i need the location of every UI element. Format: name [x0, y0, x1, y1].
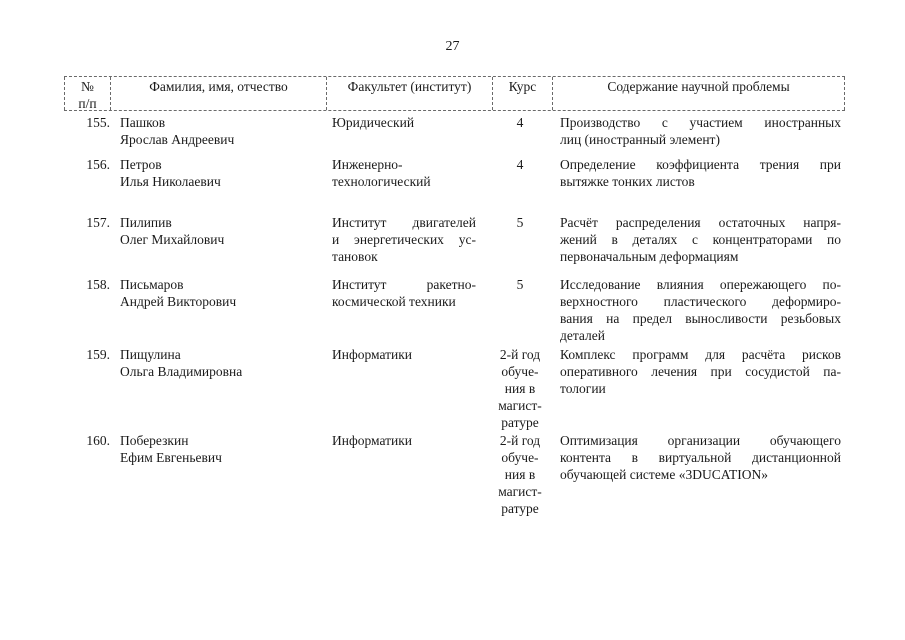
course-line: ратуре: [501, 415, 539, 430]
faculty-line: космической техники: [332, 294, 456, 309]
student-name-line: Андрей Викторович: [120, 294, 237, 309]
header-num: [64, 77, 110, 110]
student-name: [120, 432, 320, 466]
research-topic-line: тологии: [560, 381, 606, 396]
student-name-line: Ефим Евгеньевич: [120, 450, 222, 465]
course: [492, 276, 548, 293]
research-topic-line: верхностного пластического деформиро-: [560, 294, 841, 309]
course-line: 2-й год: [499, 347, 541, 362]
course-line: магист-: [498, 398, 542, 413]
students-table: [64, 76, 845, 516]
research-topic-line: Производство с участием иностранных: [560, 115, 841, 130]
research-topic: [560, 156, 841, 190]
row-number: 160.: [86, 433, 110, 448]
header-name: Фамилия, имя, отчество: [110, 77, 326, 110]
faculty-line: Институт ракетно-: [332, 277, 476, 292]
header-num-line: п/п: [78, 96, 97, 111]
course-line: 4: [516, 157, 524, 172]
course-line: обуче-: [501, 450, 539, 465]
research-topic-line: оперативного лечения при сосудистой па-: [560, 364, 841, 379]
research-topic-line: вытяжке тонких листов: [560, 174, 695, 189]
faculty-line: Информатики: [332, 347, 413, 362]
course: [492, 156, 548, 173]
student-name-line: Илья Николаевич: [120, 174, 221, 189]
page-number: 27: [445, 39, 460, 54]
student-name: [120, 114, 320, 148]
research-topic-line: деталей: [560, 328, 605, 343]
research-topic-line: контента в виртуальной дистанционной: [560, 450, 841, 465]
student-name-line: Пищулина: [120, 347, 181, 362]
research-topic: [560, 114, 841, 148]
student-name: [120, 276, 320, 310]
faculty-line: технологический: [332, 174, 431, 189]
course: [492, 432, 548, 517]
research-topic: [560, 432, 841, 483]
student-name-line: Ярослав Андреевич: [120, 132, 235, 147]
research-topic-line: Исследование влияния опережающего по-: [560, 277, 841, 292]
course-line: 2-й год: [499, 433, 541, 448]
faculty: [332, 214, 476, 265]
faculty: [332, 346, 476, 363]
student-name: [120, 214, 320, 248]
course-line: ния в: [504, 467, 536, 482]
course-line: ния в: [504, 381, 536, 396]
research-topic-line: первоначальным деформациям: [560, 249, 739, 264]
row-number: 156.: [86, 157, 110, 172]
research-topic-line: жений в деталях с концентраторами по: [560, 232, 841, 247]
course: [492, 346, 548, 431]
faculty-line: Институт двигателей: [332, 215, 476, 230]
course-line: 5: [516, 215, 524, 230]
header-num-line: №: [81, 79, 94, 94]
course-line: обуче-: [501, 364, 539, 379]
student-name: [120, 346, 320, 380]
research-topic-line: Определение коэффициента трения при: [560, 157, 841, 172]
header-faculty: Факультет (институт): [326, 77, 492, 110]
course: [492, 214, 548, 231]
faculty: [332, 432, 476, 449]
faculty-line: Инженерно-: [332, 157, 403, 172]
row-number: 155.: [86, 115, 110, 130]
faculty: [332, 276, 476, 310]
student-name-line: Пилипив: [120, 215, 172, 230]
student-name-line: Ольга Владимировна: [120, 364, 243, 379]
research-topic: [560, 346, 841, 397]
faculty: [332, 114, 476, 131]
research-topic-line: Расчёт распределения остаточных напря-: [560, 215, 841, 230]
research-topic: [560, 214, 841, 265]
research-topic-line: Оптимизация организации обучающего: [560, 433, 841, 448]
row-number: 158.: [86, 277, 110, 292]
header-course: Курс: [492, 77, 552, 110]
student-name-line: Петров: [120, 157, 162, 172]
student-name-line: Пашков: [120, 115, 166, 130]
course: [492, 114, 548, 131]
course-line: 4: [516, 115, 524, 130]
research-topic-line: обучающей системе «3DUCATION»: [560, 467, 768, 482]
course-line: магист-: [498, 484, 542, 499]
student-name-line: Поберезкин: [120, 433, 189, 448]
faculty: [332, 156, 476, 190]
research-topic: [560, 276, 841, 344]
faculty-line: Юридический: [332, 115, 415, 130]
row-number: 159.: [86, 347, 110, 362]
research-topic-line: лиц (иностранный элемент): [560, 132, 720, 147]
table-header: [64, 76, 845, 111]
student-name-line: Письмаров: [120, 277, 184, 292]
course-line: 5: [516, 277, 524, 292]
faculty-line: и энергетических ус-: [332, 232, 476, 247]
research-topic-line: Комплекс программ для расчёта рисков: [560, 347, 841, 362]
course-line: ратуре: [501, 501, 539, 516]
student-name: [120, 156, 320, 190]
student-name-line: Олег Михайлович: [120, 232, 225, 247]
header-topic: Содержание научной проблемы: [552, 77, 845, 110]
row-number: 157.: [86, 215, 110, 230]
faculty-line: тановок: [332, 249, 378, 264]
research-topic-line: вания на предел выносливости резьбовых: [560, 311, 841, 326]
faculty-line: Информатики: [332, 433, 413, 448]
